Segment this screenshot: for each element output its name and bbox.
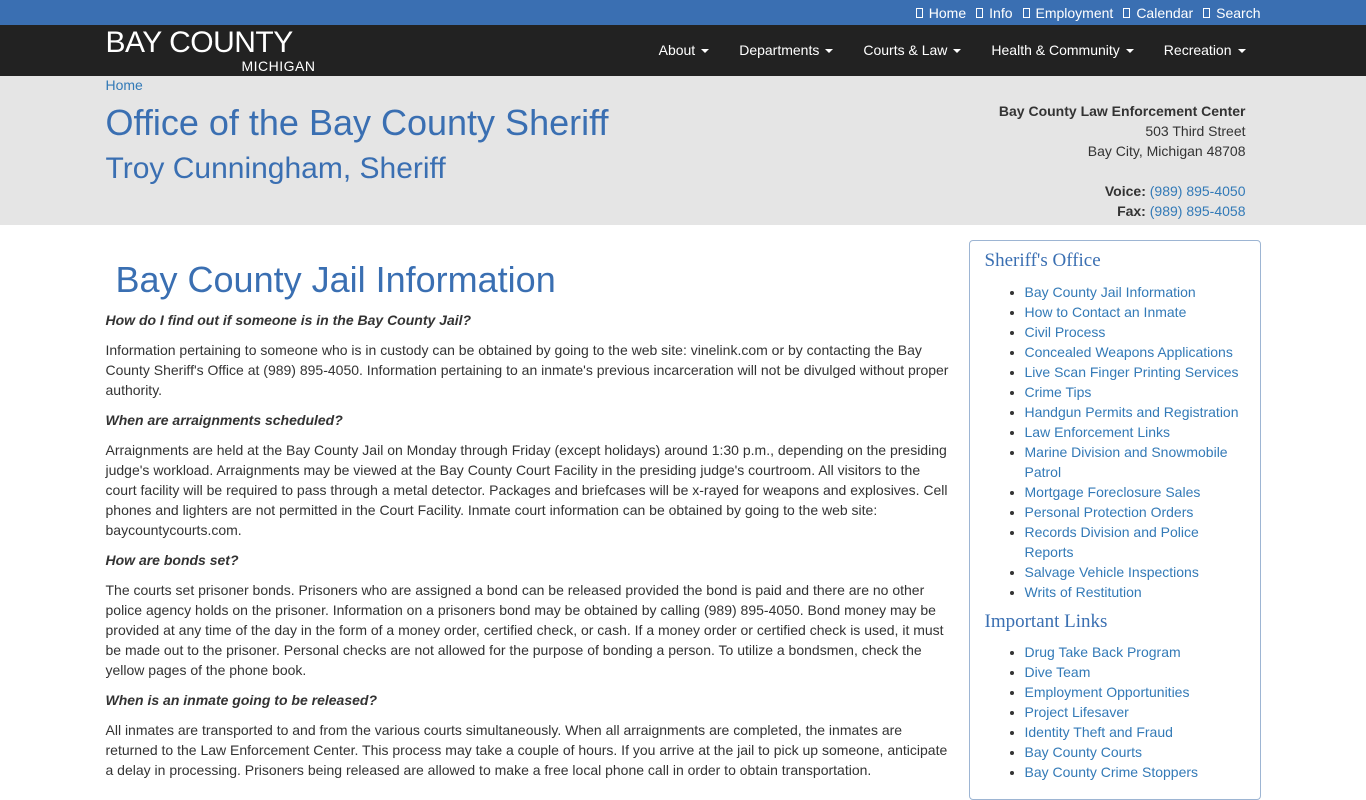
faq-body — [106, 310, 951, 790]
util-calendar-link[interactable]: Calendar — [1123, 5, 1193, 21]
sidebar-link[interactable]: Bay County Jail Information — [1024, 284, 1196, 300]
list-item — [1025, 362, 1250, 382]
list-item — [1025, 322, 1250, 342]
faq-answer: Arraignments are held at the Bay County Jail on Monday through Friday (except holidays) around 1:30 p.m., depending on the presiding judge's workload. Arraignments may be viewed at the Bay County Court Facility in the presiding judge's courtroom. All visitors to the court facility will be required to pass through a metal detector. Packages and briefcases will be x-rayed for weapons and explosives. Cell phones and lighters are not permitted in the Court Facility. Inmate court information can be obtained by going to the web site: baycountycourts.com. — [105, 442, 948, 538]
briefcase-icon — [1023, 8, 1030, 18]
utility-bar — [0, 0, 1366, 25]
utility-links — [916, 0, 1261, 25]
faq-answer: All inmates are transported to and from the various courts simultaneously. When all arraignments are completed, the inmates are returned to the Law Enforcement Center. This process may take a couple of hours. If you arrive at the jail to pick up someone, anticipate a delay in processing. Prisoners being released are allowed to make a free local phone call in order to obtain transportation. — [105, 722, 948, 778]
list-item — [1025, 502, 1250, 522]
nav-menu — [644, 25, 1261, 76]
caret-down-icon — [953, 49, 961, 53]
logo-subtitle: MICHIGAN — [241, 58, 316, 74]
address-city: Bay City, Michigan 48708 — [1087, 143, 1246, 159]
list-item — [1025, 702, 1250, 722]
fax-line — [999, 201, 1246, 221]
calendar-icon — [1123, 8, 1130, 18]
list-item — [1025, 762, 1250, 782]
voice-line — [999, 181, 1246, 201]
sidebar-link[interactable]: Personal Protection Orders — [1024, 504, 1194, 520]
nav-departments[interactable]: Departments — [724, 25, 848, 76]
sidebar-link[interactable]: Concealed Weapons Applications — [1024, 344, 1233, 360]
sidebar-link[interactable]: Handgun Permits and Registration — [1024, 404, 1239, 420]
nav-about[interactable]: About — [644, 25, 725, 76]
sheriffs-office-links — [985, 282, 1250, 602]
sidebar-link[interactable]: Live Scan Finger Printing Services — [1024, 364, 1239, 380]
caret-down-icon — [1126, 49, 1134, 53]
faq-question: How do I find out if someone is in the Bay County Jail? — [105, 312, 472, 328]
list-item — [1025, 382, 1250, 402]
list-item — [1025, 282, 1250, 302]
nav-recreation[interactable]: Recreation — [1149, 25, 1261, 76]
sidebar-link[interactable]: Employment Opportunities — [1024, 684, 1190, 700]
sidebar-link[interactable]: Records Division and Police Reports — [1024, 524, 1199, 560]
list-item — [1025, 682, 1250, 702]
list-item — [1025, 402, 1250, 422]
faq-answer: Information pertaining to someone who is in custody can be obtained by going to the web site: vinelink.com or by contacting the Bay County Sheriff's Office at (989) 895-4050. Information pertaining to an inmate's previous incarceration will not be divulged without proper authority. — [105, 342, 949, 398]
list-item — [1025, 522, 1250, 562]
list-item — [1025, 662, 1250, 682]
logo-title: BAY COUNTY — [105, 26, 293, 59]
sidebar-link[interactable]: Crime Tips — [1024, 384, 1092, 400]
sidebar-link[interactable]: Writs of Restitution — [1024, 584, 1142, 600]
sidebar-link[interactable]: Bay County Courts — [1024, 744, 1142, 760]
main-navbar — [0, 25, 1366, 76]
sidebar-link[interactable]: Dive Team — [1024, 664, 1091, 680]
voice-label: Voice: — [1104, 183, 1146, 199]
fax-label: Fax: — [1117, 203, 1146, 219]
sidebar-link[interactable]: Project Lifesaver — [1024, 704, 1129, 720]
list-item — [1025, 422, 1250, 442]
important-links-list — [985, 642, 1250, 782]
department-header — [0, 76, 1366, 225]
sidebar-link[interactable]: Salvage Vehicle Inspections — [1024, 564, 1199, 580]
faq-question: When is an inmate going to be released? — [105, 692, 377, 708]
sidebar-link[interactable]: Identity Theft and Fraud — [1024, 724, 1173, 740]
list-item — [1025, 742, 1250, 762]
list-item — [1025, 302, 1250, 322]
list-item — [1025, 342, 1250, 362]
util-search-link[interactable]: Search — [1203, 5, 1260, 21]
sidebar-link[interactable]: How to Contact an Inmate — [1024, 304, 1187, 320]
sidebar-link[interactable]: Civil Process — [1024, 324, 1106, 340]
content-heading: Bay County Jail Information — [115, 259, 556, 300]
util-info-link[interactable]: Info — [976, 5, 1012, 21]
list-item — [1025, 642, 1250, 662]
page-title: Office of the Bay County Sheriff — [105, 102, 609, 143]
list-item — [1025, 562, 1250, 582]
search-icon — [1203, 8, 1210, 18]
voice-phone-link[interactable]: (989) 895-4050 — [1149, 183, 1246, 199]
list-item — [1025, 722, 1250, 742]
page-subtitle: Troy Cunningham, Sheriff — [105, 152, 446, 185]
caret-down-icon — [825, 49, 833, 53]
info-icon — [976, 8, 983, 18]
address-name: Bay County Law Enforcement Center — [998, 103, 1246, 119]
site-logo[interactable] — [106, 25, 316, 76]
list-item — [1025, 442, 1250, 482]
sheriffs-office-heading: Sheriff's Office — [984, 250, 1101, 271]
sidebar-link[interactable]: Bay County Crime Stoppers — [1024, 764, 1199, 780]
util-home-link[interactable]: Home — [916, 5, 966, 21]
list-item — [1025, 582, 1250, 602]
breadcrumb-home[interactable]: Home — [105, 77, 143, 93]
nav-health-community[interactable]: Health & Community — [976, 25, 1148, 76]
home-icon — [916, 8, 923, 18]
fax-phone-link[interactable]: (989) 895-4058 — [1149, 203, 1246, 219]
sidebar-link[interactable]: Marine Division and Snowmobile Patrol — [1024, 444, 1228, 480]
sidebar-panel — [969, 240, 1261, 800]
caret-down-icon — [701, 49, 709, 53]
nav-courts-law[interactable]: Courts & Law — [848, 25, 976, 76]
faq-answer: The courts set prisoner bonds. Prisoners who are assigned a bond can be released provided the bond is paid and there are no other police agency holds on the prisoner. Information on a prisoners bond may be obtained by calling (989) 895-4050. Bond money may be provided at any time of the day in the form of a money order, certified check, or cash. If a money order or certified check is used, it must be made out to the prisoner. Personal checks are not allowed for the purpose of bonding a person. To utilize a bondsmen, check the yellow pages of the phone book. — [105, 582, 944, 678]
sidebar-link[interactable]: Mortgage Foreclosure Sales — [1024, 484, 1201, 500]
sidebar-link[interactable]: Law Enforcement Links — [1024, 424, 1171, 440]
address-street: 503 Third Street — [1145, 123, 1246, 139]
faq-question: When are arraignments scheduled? — [105, 412, 343, 428]
faq-question: How are bonds set? — [105, 552, 239, 568]
important-links-heading: Important Links — [984, 611, 1108, 632]
contact-address — [999, 101, 1246, 221]
sidebar-link[interactable]: Drug Take Back Program — [1024, 644, 1181, 660]
util-employment-link[interactable]: Employment — [1023, 5, 1114, 21]
caret-down-icon — [1238, 49, 1246, 53]
list-item — [1025, 482, 1250, 502]
